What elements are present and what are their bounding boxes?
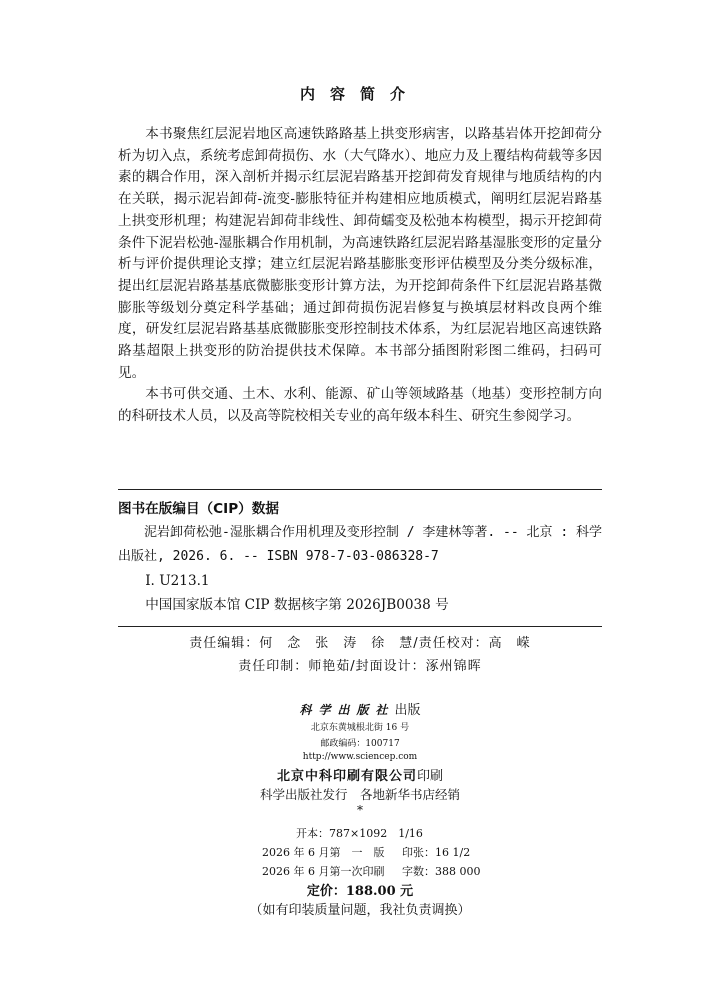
cip-bibliographic-record: 泥岩卸荷松弛-湿胀耦合作用机理及变形控制 / 李建林等著. -- 北京 : 科学出版社, 2026. 6. -- ISBN 978-7-03-086328-7 [118, 525, 602, 564]
divider-bottom [118, 626, 602, 627]
editors-line: 责任编辑：何 念 张 涛 徐 慧/责任校对：高 嵘 [189, 636, 531, 651]
separator-star: * [357, 803, 363, 817]
spec-printing: 2026 年 6 月第一次印刷 [262, 865, 385, 878]
page-title: 内容简介 [299, 85, 420, 103]
production-line: 责任印制：师艳茹/封面设计：涿州锦晖 [238, 659, 482, 674]
summary-paragraph-2: 本书可供交通、土木、水利、能源、矿山等领域路基（地基）变形控制方向的科研技术人员，以及高等院校相关专业的高年级本科生、研究生参阅学习。 [118, 386, 602, 425]
book-summary [118, 124, 602, 428]
cip-data-number: 中国国家版本馆 CIP 数据核字第 2026JB0038 号 [145, 597, 449, 613]
quality-notice: （如有印装质量问题，我社负责调换） [249, 903, 471, 918]
distribution-line: 科学出版社发行 各地新华书店经销 [259, 787, 460, 802]
cip-record [118, 521, 602, 617]
cip-classification: I. U213.1 [145, 573, 210, 589]
publisher-address: 北京东黄城根北街 16 号 [310, 723, 410, 733]
printer-logo-text: 北京中科印刷有限公司 [276, 769, 417, 784]
divider-top [118, 489, 602, 490]
publisher-url: http://www.sciencep.com [302, 752, 418, 762]
cip-heading: 图书在版编目（CIP）数据 [118, 501, 279, 517]
price: 定价：188.00 元 [306, 884, 414, 899]
spec-format: 开本：787×1092 1/16 [296, 827, 423, 840]
publisher-postcode: 邮政编码：100717 [320, 739, 400, 749]
spec-sheets: 印张：16 1/2 [402, 846, 471, 859]
spec-wordcount: 字数：388 000 [402, 865, 481, 878]
publisher-logo-text: 科学出版社 [299, 703, 395, 717]
printer-name [0, 765, 720, 784]
spec-edition: 2026 年 6 月第 一 版 [262, 846, 385, 859]
publisher-suffix: 出版 [394, 703, 421, 718]
publisher-name [0, 699, 720, 718]
summary-paragraph-1: 本书聚焦红层泥岩地区高速铁路路基上拱变形病害，以路基岩体开挖卸荷分析为切入点，系统考虑卸荷损伤、水（大气降水）、地应力及上覆结构荷载等多因素的耦合作用，深入剖析并揭示红层泥岩路基开挖卸荷发育规律与地质结构的内在关联，揭示泥岩卸荷-流变-膨胀特征并构建相应地质模式，阐明红层泥岩路基上拱变形机理；构建泥岩卸荷非线性、卸荷蠕变及松弛本构模型，揭示开挖卸荷条件下泥岩松弛-湿胀耦合作用机制，为高速铁路红层泥岩路基湿胀变形的定量分析与评价提供理论支撑；建立红层泥岩路基膨胀变形评估模型及分类分级标准，提出红层泥岩路基基底微膨胀变形计算方法，为开挖卸荷条件下红层泥岩路基微膨胀等级划分奠定科学基础；通过卸荷损伤泥岩修复与换填层材料改良两个维度，研发红层泥岩路基基底微膨胀变形控制技术体系，为红层泥岩地区高速铁路路基超限上拱变形的防治提供技术保障。本书部分插图附彩图二维码，扫码可见。 [118, 126, 602, 381]
printer-suffix: 印刷 [417, 769, 444, 784]
